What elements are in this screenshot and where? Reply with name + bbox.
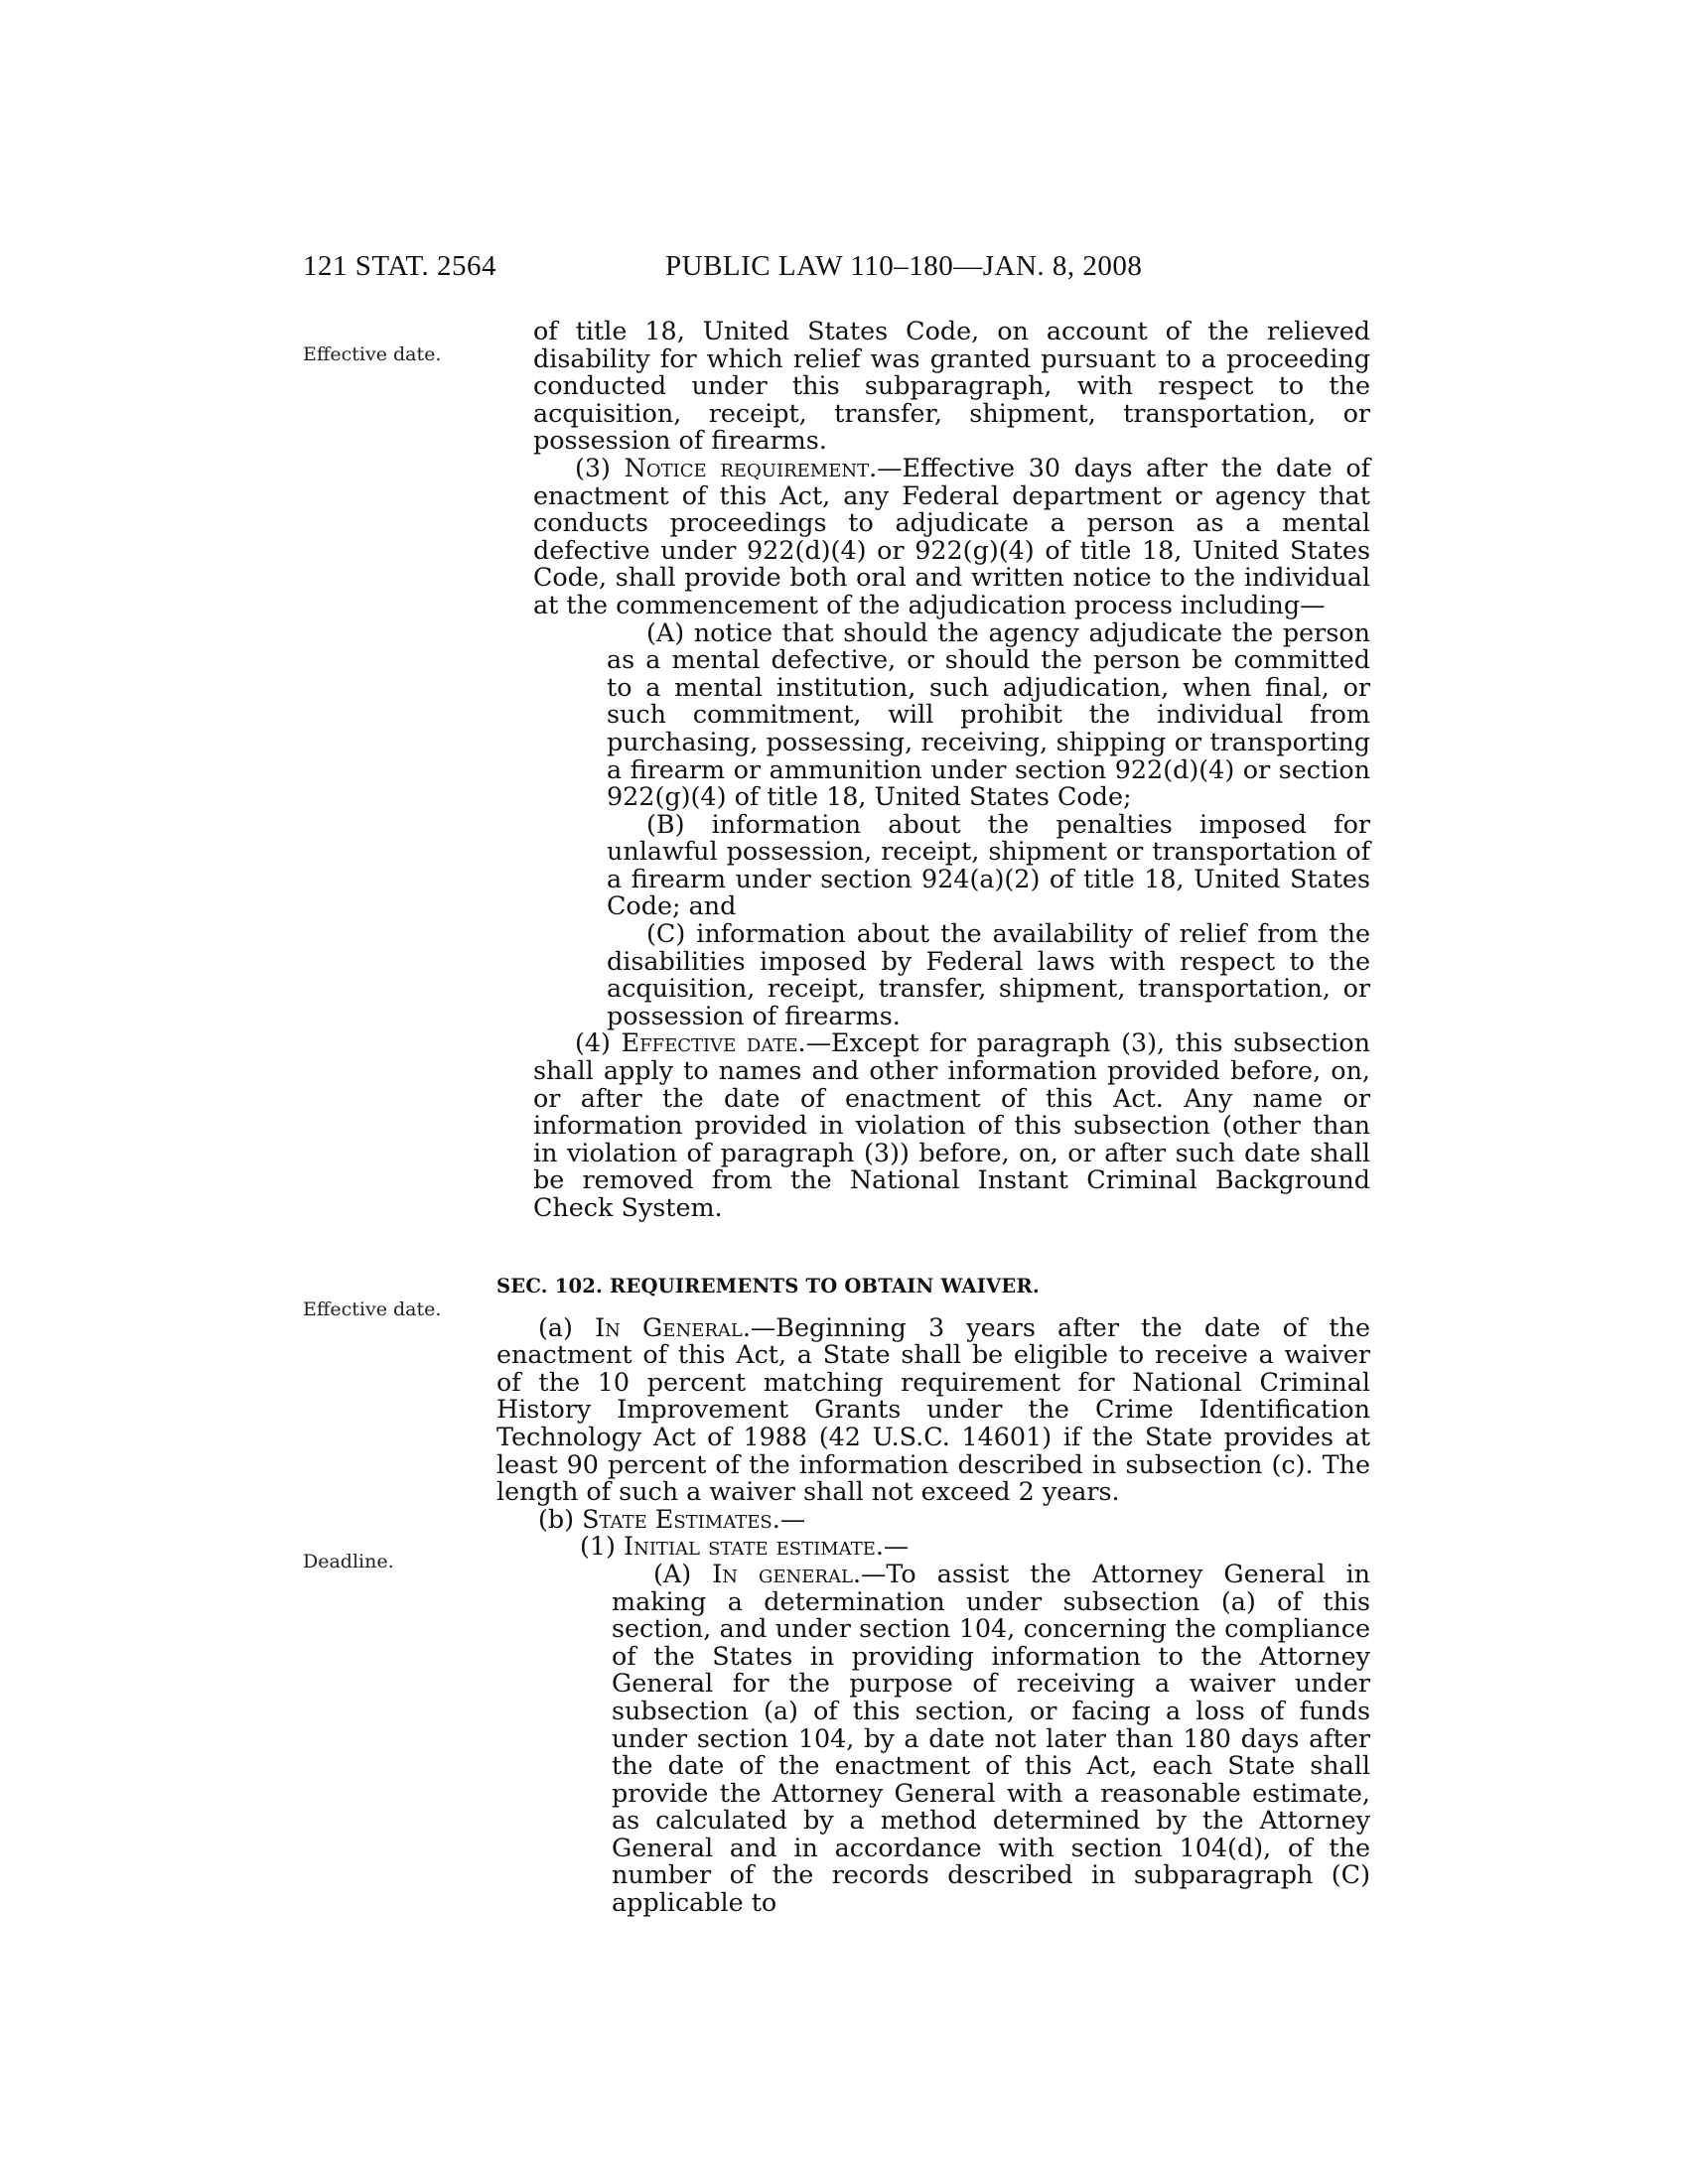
subparagraph-b: (B) information about the penalties imposed for unlawful possession, receipt, shipment or transportation of a firearm under section 924(a)(2) of title 18, United States Code; and: [607, 808, 1370, 921]
subsection-b-state-estimates: [496, 1503, 1370, 1534]
paragraph-3-notice-requirement: [533, 452, 1371, 619]
running-head: PUBLIC LAW 110–180—JAN. 8, 2008: [665, 250, 1143, 282]
paragraph-b1-initial-state-estimate: [496, 1533, 1370, 1561]
subparagraph-b1a-in-general: [496, 1558, 1371, 1918]
subsection-b-number: (b): [538, 1503, 583, 1534]
subparagraph-b1a-number: (A): [653, 1558, 713, 1588]
margin-note-deadline: Deadline.: [303, 1551, 394, 1572]
section-102: [496, 1259, 1370, 1917]
paragraph-b1-heading: Initial state estimate: [624, 1531, 876, 1562]
margin-note-effective-date-2: Effective date.: [303, 1298, 442, 1320]
subsection-a-in-general: [496, 1311, 1370, 1507]
statute-citation: 121 STAT. 2564: [303, 250, 497, 282]
paragraph-3-text: .—Effective 30 days after the date of enactment of this Act, any Federal department or agency that conducts proceedings to adjudicate a person as a mental defective under 922(d)(4) or 922(g)(4) of title 18, United States Code, shall provide both oral and written notice to the individual at the commencement of the adjudication process including—: [533, 452, 1371, 619]
page-header: [0, 250, 1688, 290]
paragraph-4-number: (4): [575, 1027, 622, 1058]
subparagraph-a: (A) notice that should the agency adjudicate the person as a mental defective, or should the person be committed to a mental institution, such adjudication, when final, or such commitment, will prohibit the individual from purchasing, possessing, receiving, shipping or transporting a firearm or ammunition under section 922(d)(4) or section 922(g)(4) of title 18, United States Code;: [607, 616, 1370, 812]
section-102-heading: SEC. 102. REQUIREMENTS TO OBTAIN WAIVER.: [496, 1275, 1040, 1297]
subparagraph-b1a-text: .—To assist the Attorney General in making a determination under subsection (a) of this section, and under section 104, concerning the compliance of the States in providing information to the Attorney General for the purpose of receiving a waiver under subsection (a) of this section, or facing a loss of funds under section 104, by a date not later than 180 days after the date of the enactment of this Act, each State shall provide the Attorney General with a reasonable estimate, as calculated by a method determined by the Attorney General and in accordance with section 104(d), of the number of the records described in subparagraph (C) applicable to: [612, 1558, 1371, 1918]
subparagraph-b1a-heading: In general: [712, 1558, 853, 1588]
subsection-a-number: (a): [538, 1311, 596, 1342]
paragraph-4-heading: Effective date: [621, 1027, 798, 1058]
paragraph-3-heading: Notice requirement: [624, 452, 870, 482]
carryover-paragraph: of title 18, United States Code, on account of the relieved disability for which relief was granted pursuant to a proceeding conducted under this subparagraph, with respect to the acquisition, receipt, transfer, shipment, transportation, or possession of firearms.: [533, 316, 1370, 456]
subsection-b-heading: State Estimates: [582, 1503, 773, 1534]
paragraph-b1-number: (1): [580, 1531, 625, 1562]
paragraph-3-number: (3): [575, 452, 625, 482]
subsection-b-dash: .—: [772, 1503, 806, 1534]
subsection-a-heading: In General: [595, 1311, 743, 1342]
subparagraph-c: (C) information about the availability of relief from the disabilities imposed by Federal laws with respect to the acquisition, receipt, transfer, shipment, transportation, or possession of firearms.: [607, 918, 1370, 1030]
subsection-a-text: .—Beginning 3 years after the date of the enactment of this Act, a State shall be eligible to receive a waiver of the 10 percent matching requirement for National Criminal History Improvement Grants under the Crime Identification Technology Act of 1988 (42 U.S.C. 14601) if the State provides at least 90 percent of the information described in subsection (c). The length of such a waiver shall not exceed 2 years.: [496, 1311, 1370, 1507]
margin-note-effective-date-1: Effective date.: [303, 343, 442, 365]
paragraph-4-text: .—Except for paragraph (3), this subsection shall apply to names and other information provided before, on, or after the date of enactment of this Act. Any name or information provided in violation of this subsection (other than in violation of paragraph (3)) before, on, or after such date shall be removed from the National Instant Criminal Background Check System.: [533, 1027, 1370, 1222]
paragraph-4-effective-date: [533, 1029, 1370, 1221]
paragraph-b1-dash: .—: [875, 1531, 910, 1562]
section-101-continuation: [533, 318, 1370, 1222]
